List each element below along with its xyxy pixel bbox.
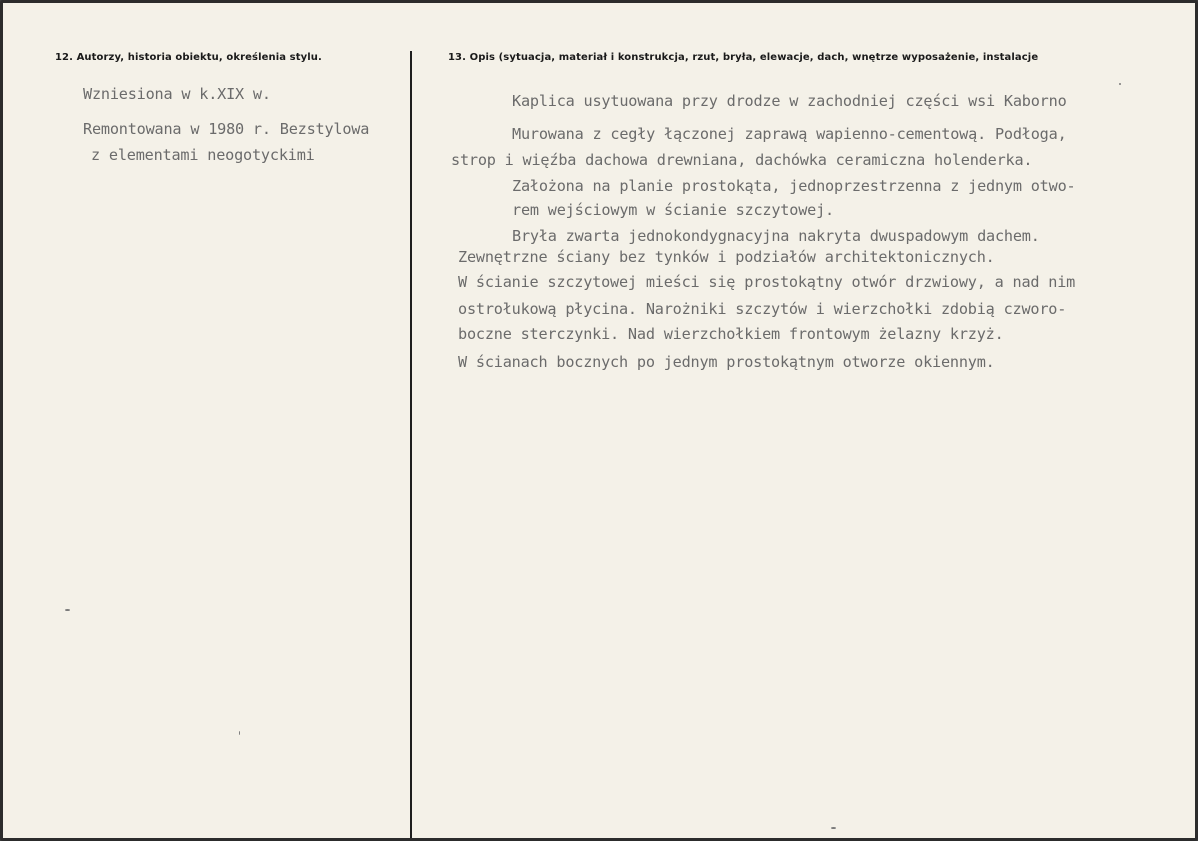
paper-speck [65,609,70,611]
description-line-7: Zewnętrzne ściany bez tynków i podziałów architektonicznych. [458,248,995,266]
description-line-11: W ścianach bocznych po jednym prostokątnym otworze okiennym. [458,353,995,371]
history-line-2: Remontowana w 1980 r. Bezstylowa [83,120,370,138]
description-line-9: ostrołukową płycina. Narożniki szczytów i wierzchołki zdobią czworo- [458,300,1067,318]
description-line-8: W ścianie szczytowej mieści się prostokątny otwór drzwiowy, a nad nim [458,273,1076,291]
description-line-6: Bryła zwarta jednokondygnacyjna nakryta dwuspadowym dachem. [512,227,1040,245]
description-line-1: Kaplica usytuowana przy drodze w zachodniej części wsi Kaborno [512,92,1067,110]
history-line-1: Wzniesiona w k.XIX w. [83,85,271,103]
column-divider [410,51,412,841]
paper-speck [1119,83,1121,85]
description-line-3: strop i więźba dachowa drewniana, dachówka ceramiczna holenderka. [451,151,1033,169]
description-line-4: Założona na planie prostokąta, jednoprzestrzenna z jednym otwo- [512,177,1076,195]
description-line-2: Murowana z cegły łączonej zaprawą wapienno-cementową. Podłoga, [512,125,1067,143]
history-line-3: z elementami neogotyckimi [91,146,315,164]
description-line-5: rem wejściowym w ścianie szczytowej. [512,201,834,219]
paper-speck [831,827,836,829]
paper-speck [239,731,240,735]
section-13-heading: 13. Opis (sytuacja, materiał i konstrukcja, rzut, bryła, elewacje, dach, wnętrze wyposażenie, instalacje [448,52,1039,63]
description-line-10: boczne sterczynki. Nad wierzchołkiem frontowym żelazny krzyż. [458,325,1004,343]
section-12-heading: 12. Autorzy, historia obiektu, określenia stylu. [55,52,322,63]
